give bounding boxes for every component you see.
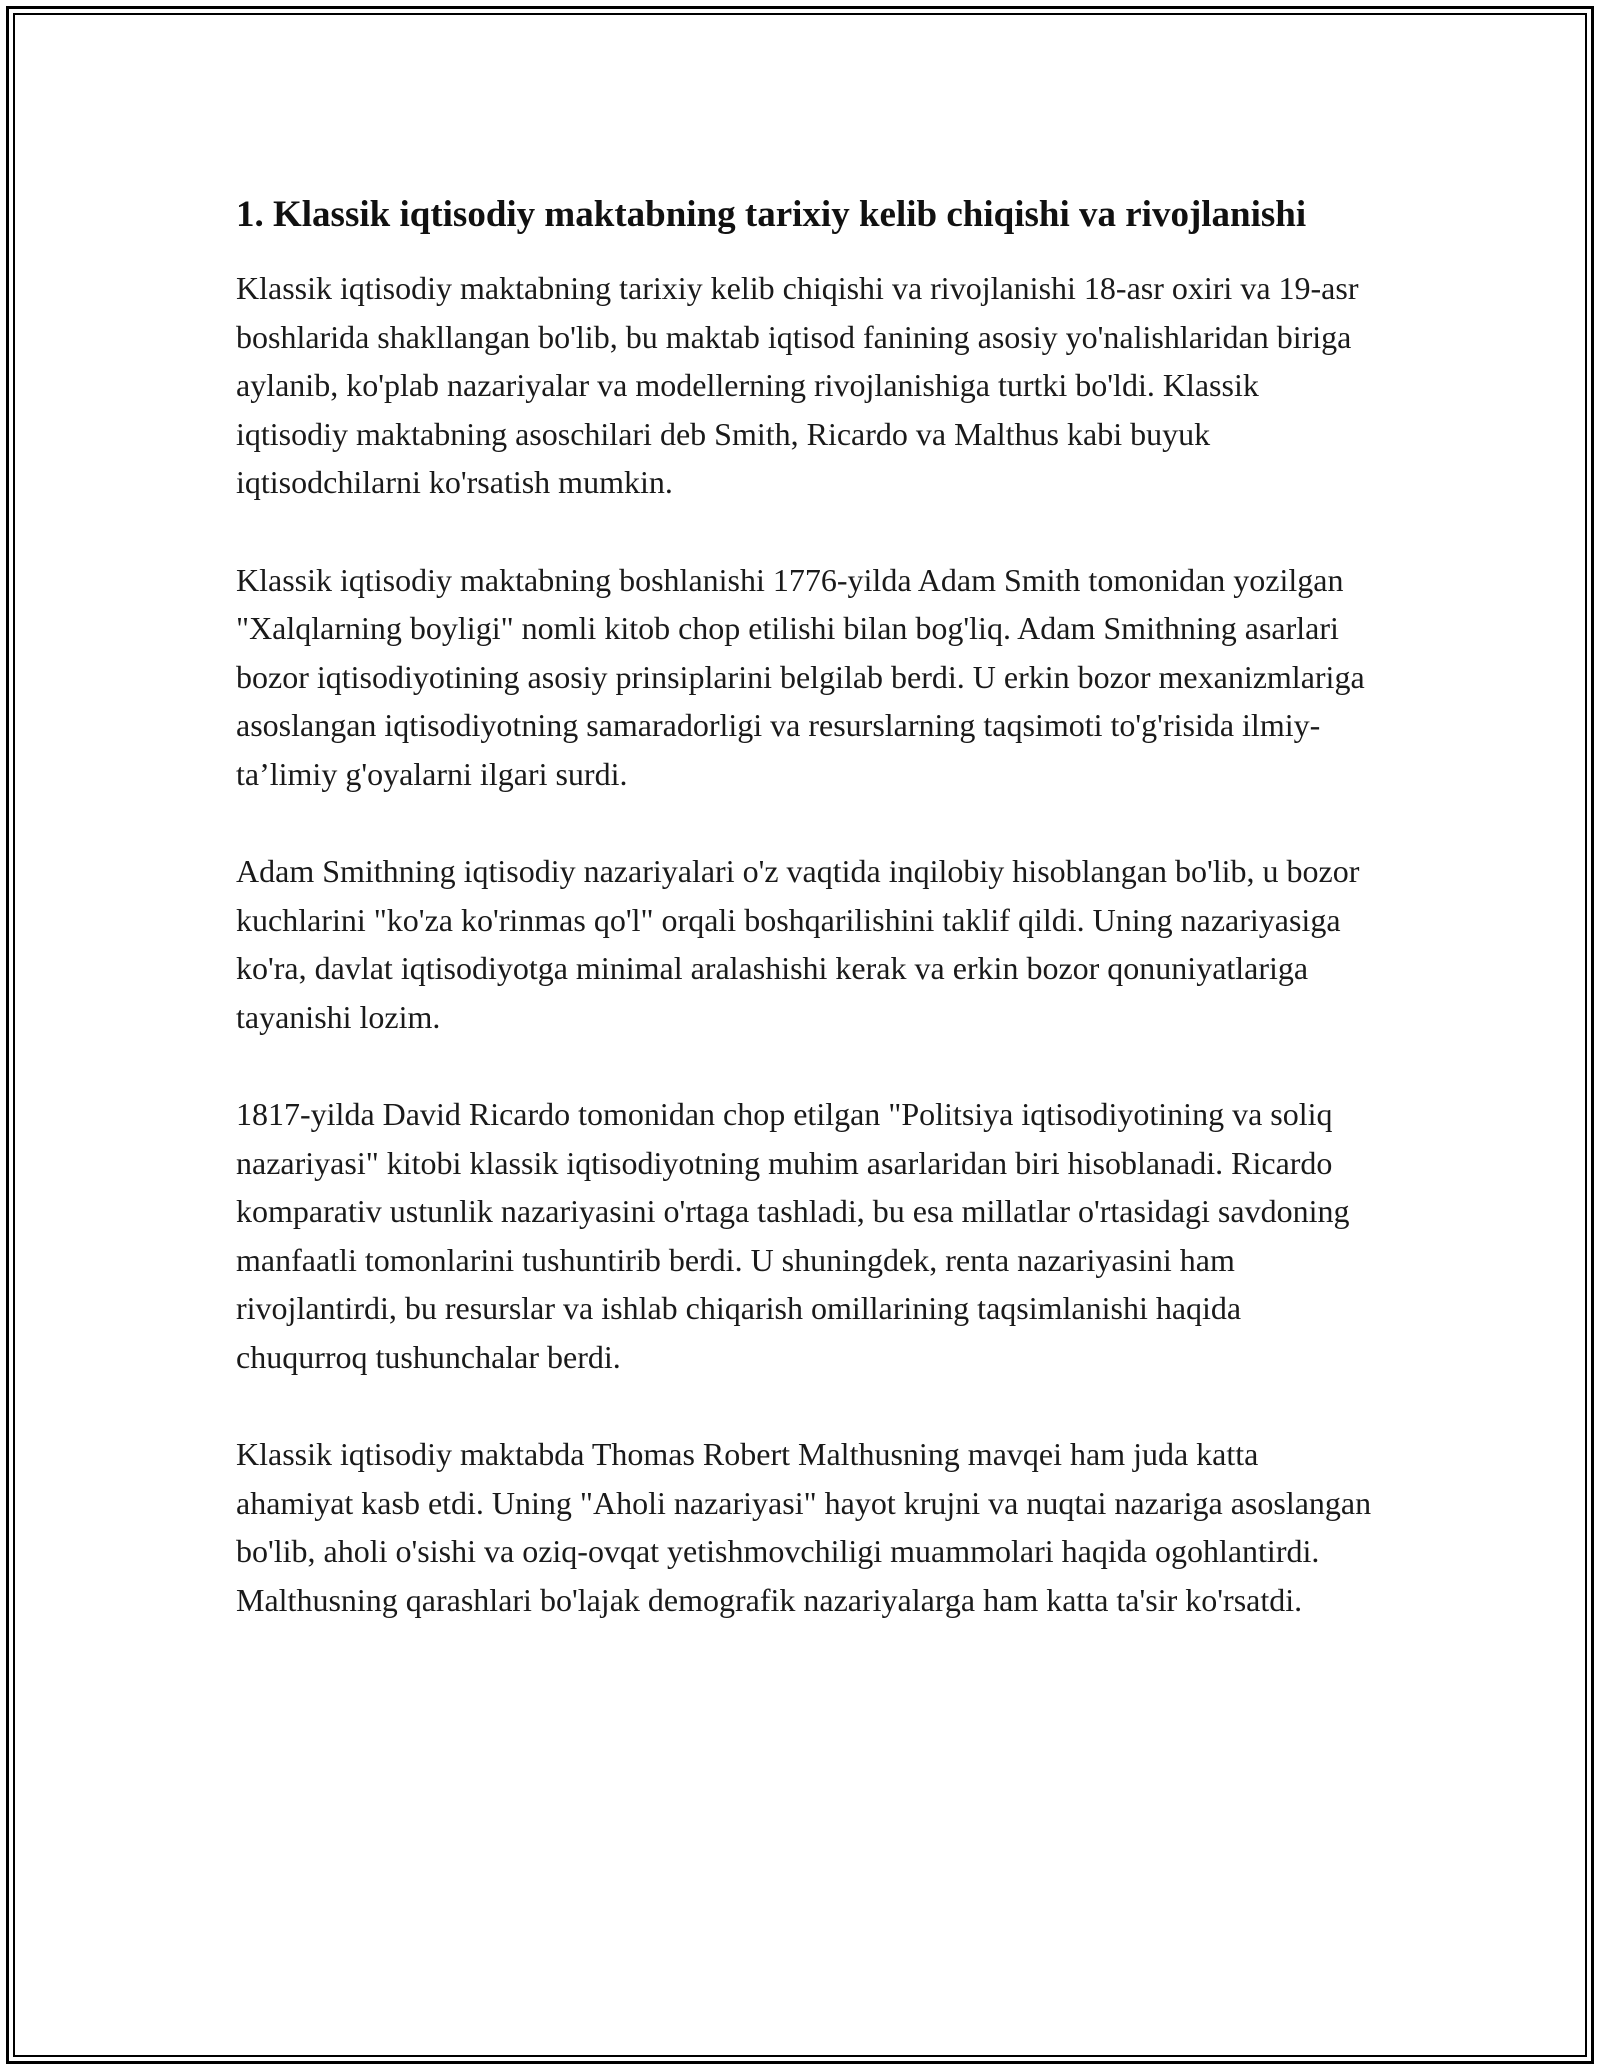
paragraph-2: Klassik iqtisodiy maktabning boshlanishi 1776-yilda Adam Smith tomonidan yozilgan "Xalqlarning boyligi" nomli kitob chop etilishi bilan bog'liq. Adam Smithning asarlari bozor iqtisodiyotining asosiy prinsiplarini belgilab berdi. U erkin bozor mexanizmlariga asoslangan iqtisodiyotning samaradorligi va resurslarning taqsimoti to'g'risida ilmiy-ta’limiy g'oyalarni ilgari surdi. <box>236 561 1365 792</box>
section-heading: 1. Klassik iqtisodiy maktabning tarixiy kelib chiqishi va rivojlanishi <box>236 194 1307 235</box>
paragraph-4: 1817-yilda David Ricardo tomonidan chop etilgan "Politsiya iqtisodiyotining va soliq nazariyasi" kitobi klassik iqtisodiyotning muhim asarlaridan biri hisoblanadi. Ricardo komparativ ustunlik nazariyasini o'rtaga tashladi, bu esa millatlar o'rtasidagi savdoning manfaatli tomonlarini tushuntirib berdi. U shuningdek, renta nazariyasini ham rivojlantirdi, bu resurslar va ishlab chiqarish omillarining taqsimlanishi haqida chuqurroq tushunchalar berdi. <box>236 1096 1350 1375</box>
paragraph-5: Klassik iqtisodiy maktabda Thomas Robert Malthusning mavqei ham juda katta ahamiyat kasb etdi. Uning "Aholi nazariyasi" hayot krujni va nuqtai nazariga asoslangan bo'lib, aholi o'sishi va oziq-ovqat yetishmovchiligi muammolari haqida ogohlantirdi. Malthusning qarashlari bo'lajak demografik nazariyalarga ham katta ta'sir ko'rsatdi. <box>236 1436 1372 1618</box>
paragraph-3: Adam Smithning iqtisodiy nazariyalari o'z vaqtida inqilobiy hisoblangan bo'lib, u bozor kuchlarini "ko'za ko'rinmas qo'l" orqali boshqarilishini taklif qildi. Uning nazariyasiga ko'ra, davlat iqtisodiyotga minimal aralashishi kerak va erkin bozor qonuniyatlariga tayanishi lozim. <box>236 853 1360 1035</box>
paragraph-1: Klassik iqtisodiy maktabning tarixiy kelib chiqishi va rivojlanishi 18-asr oxiri va 19-asr boshlarida shakllangan bo'lib, bu maktab iqtisod fanining asosiy yo'nalishlaridan biriga aylanib, ko'plab nazariyalar va modellerning rivojlanishiga turtki bo'ldi. Klassik iqtisodiy maktabning asoschilari deb Smith, Ricardo va Malthus kabi buyuk iqtisodchilarni ko'rsatish mumkin. <box>236 270 1359 500</box>
document-body <box>236 188 1376 1673</box>
